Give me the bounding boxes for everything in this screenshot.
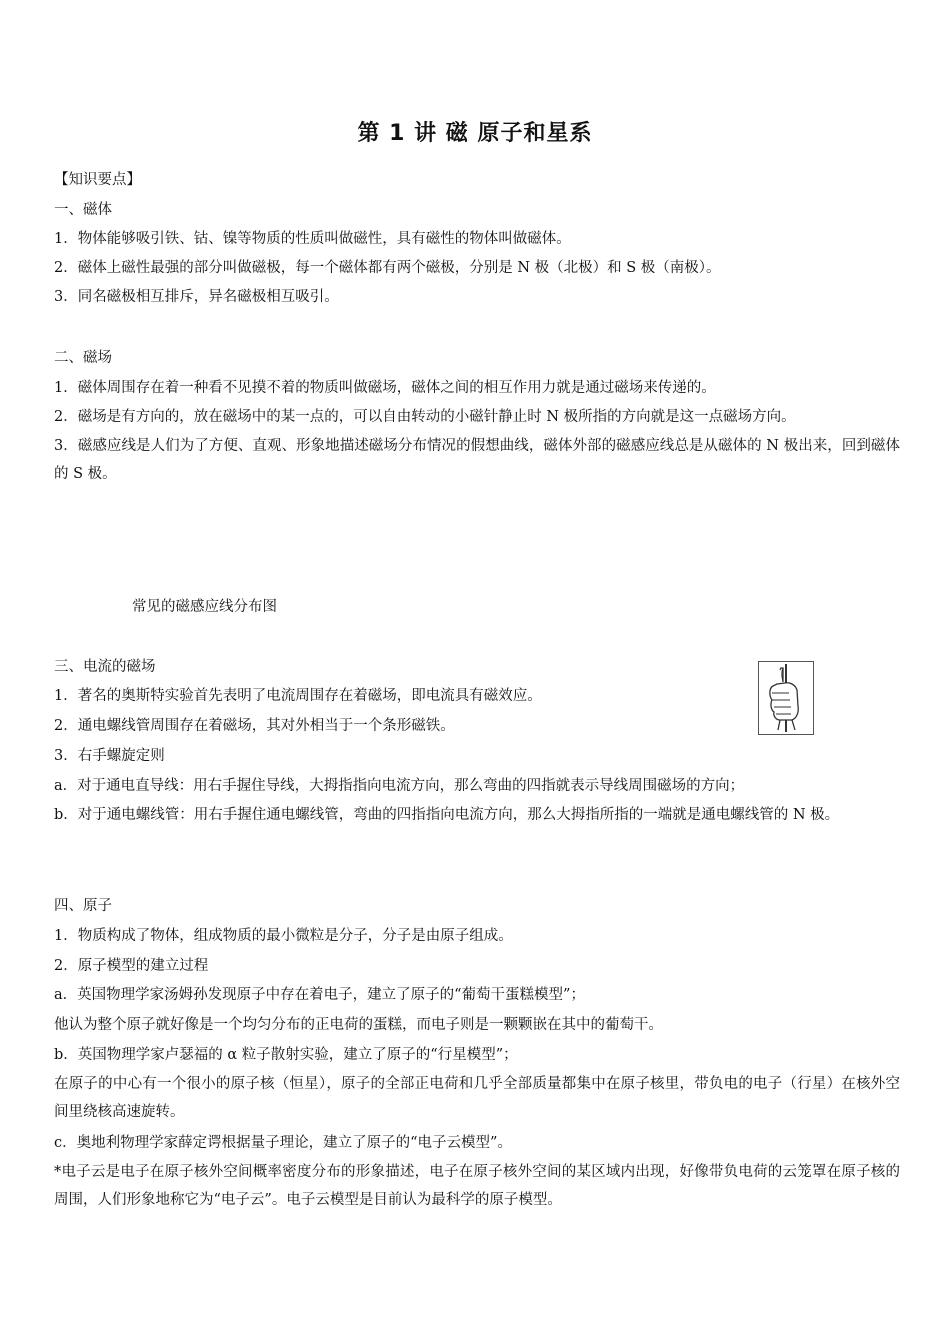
- magnet-item-1: 1．物体能够吸引铁、钴、镍等物质的性质叫做磁性，具有磁性的物体叫做磁体。: [54, 231, 571, 247]
- atom-item-c-desc: *电子云是电子在原子核外空间概率密度分布的形象描述，电子在原子核外空间的某区域内出现，好像带负电荷的云笼罩在原子核的周围，人们形象地称它为“电子云”。电子云模型是目前认为最科学的原子模型。: [54, 1164, 900, 1208]
- knowledge-header: 【知识要点】: [54, 172, 141, 188]
- current-item-1: 1．著名的奥斯特实验首先表明了电流周围存在着磁场，即电流具有磁效应。: [54, 688, 542, 704]
- atom-item-2: 2．原子模型的建立过程: [54, 958, 209, 974]
- current-item-3: 3．右手螺旋定则: [54, 748, 165, 764]
- atom-item-b-desc: 在原子的中心有一个很小的原子核（恒星），原子的全部正电荷和几乎全部质量都集中在原子核里，带负电的电子（行星）在核外空间里绕核高速旋转。: [54, 1076, 900, 1120]
- field-item-2: 2．磁场是有方向的，放在磁场中的某一点的，可以自由转动的小磁针静止时 N 极所指的方向就是这一点磁场方向。: [54, 409, 796, 425]
- current-item-2: 2．通电螺线管周围存在着磁场，其对外相当于一个条形磁铁。: [54, 718, 455, 734]
- field-item-1: 1．磁体周围存在着一种看不见摸不着的物质叫做磁场，磁体之间的相互作用力就是通过磁场来传递的。: [54, 380, 716, 396]
- current-item-a: a．对于通电直导线：用右手握住导线，大拇指指向电流方向，那么弯曲的四指就表示导线周围磁场的方向；: [54, 778, 745, 794]
- section-heading-atom: 四、原子: [54, 898, 112, 914]
- atom-item-c: c．奥地利物理学家薛定谔根据量子理论，建立了原子的“电子云模型”。: [54, 1135, 512, 1151]
- section-heading-magnet: 一、磁体: [54, 202, 112, 218]
- atom-item-a: a．英国物理学家汤姆孙发现原子中存在着电子，建立了原子的“葡萄干蛋糕模型”；: [54, 987, 585, 1003]
- field-item-3: 3．磁感应线是人们为了方便、直观、形象地描述磁场分布情况的假想曲线，磁体外部的磁感应线总是从磁体的 N 极出来，回到磁体的 S 极。: [54, 438, 900, 482]
- current-item-b: b．对于通电螺线管：用右手握住通电螺线管，弯曲的四指指向电流方向，那么大拇指所指的一端就是通电螺线管的 N 极。: [54, 807, 840, 823]
- magnet-item-3: 3．同名磁极相互排斥，异名磁极相互吸引。: [54, 289, 339, 305]
- figure-caption: 常见的磁感应线分布图: [132, 599, 277, 615]
- atom-item-1: 1．物质构成了物体，组成物质的最小微粒是分子，分子是由原子组成。: [54, 928, 513, 944]
- right-hand-rule-figure: [758, 661, 814, 735]
- hand-grip-icon: [759, 662, 813, 734]
- atom-item-a-desc: 他认为整个原子就好像是一个均匀分布的正电荷的蛋糕，而电子则是一颗颗嵌在其中的葡萄干。: [54, 1017, 663, 1033]
- section-heading-magnetic-field: 二、磁场: [54, 350, 112, 366]
- section-heading-current-field: 三、电流的磁场: [54, 659, 156, 675]
- magnet-item-2: 2．磁体上磁性最强的部分叫做磁极，每一个磁体都有两个磁极，分别是 N 极（北极）和 S 极（南极）。: [54, 260, 721, 276]
- atom-item-b: b．英国物理学家卢瑟福的 α 粒子散射实验，建立了原子的“行星模型”；: [54, 1047, 518, 1063]
- page-title: 第 1 讲 磁 原子和星系: [357, 121, 593, 146]
